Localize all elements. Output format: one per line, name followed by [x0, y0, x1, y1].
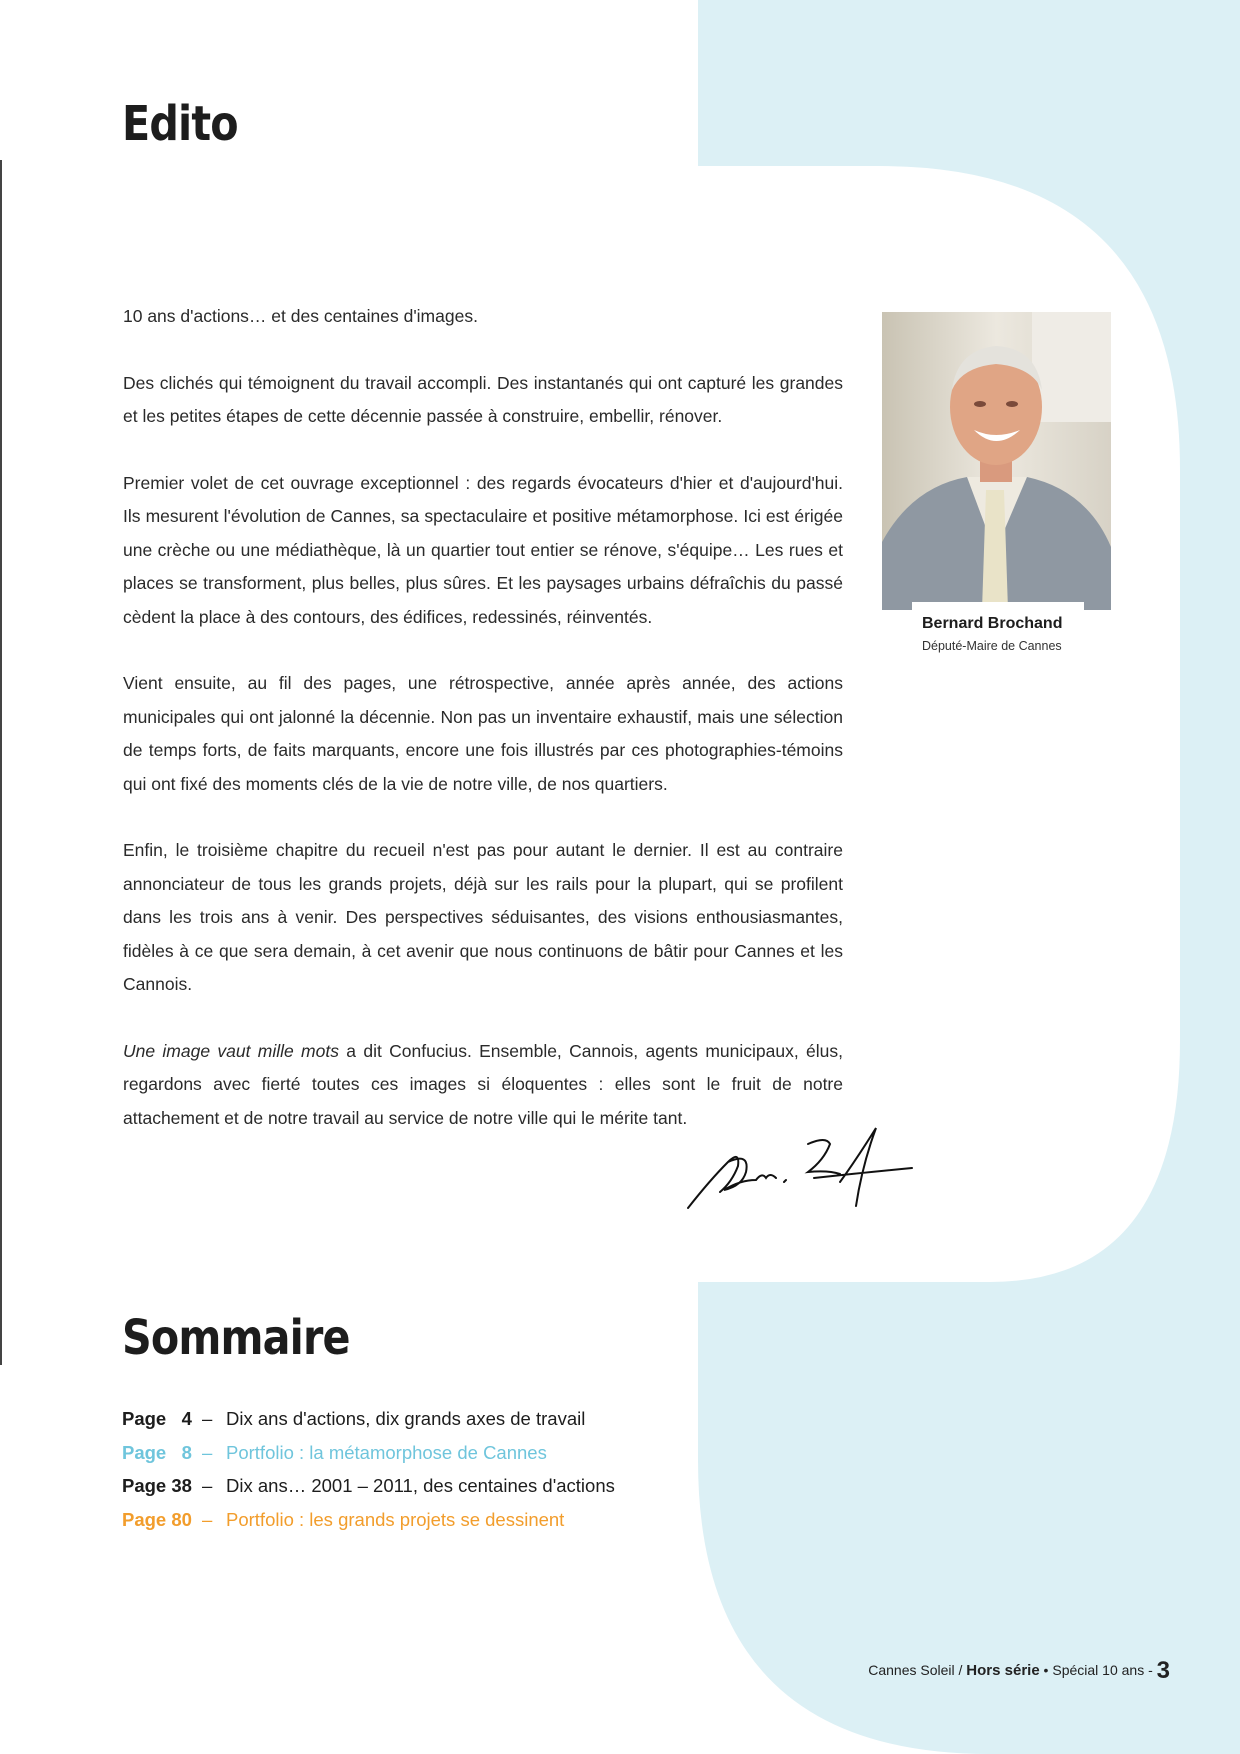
quote-italic: Une image vaut mille mots [123, 1040, 339, 1061]
left-margin-rule [0, 160, 2, 1365]
closing-text: a dit Confucius. Ensemble, Cannois, agents municipaux, élus, regardons avec fierté toutes ces images si éloquentes : elles sont le fruit de notre attachement et de notre travail au service de notre ville qui le mérite tant. [123, 1040, 843, 1128]
toc-separator: – [202, 1441, 213, 1463]
edito-paragraph: Premier volet de cet ouvrage exceptionnel : des regards évocateurs d'hier et d'aujourd'hui. Ils mesurent l'évolution de Cannes, sa spectaculaire et positive métamorphose. Ici est érigée une crèche ou une médiathèque, là un quartier tout entier se rénove, s'équipe… Les rues et places se transforment, plus belles, plus sûres. Et les paysages urbains défraîchis du passé cèdent la place à des contours, des édifices, redessinés, réinventés. [123, 473, 843, 627]
edito-body [123, 300, 843, 1168]
page-footer [868, 1657, 1170, 1685]
sommaire-title: Sommaire [122, 1310, 350, 1366]
toc-page-number: Page 80 [122, 1508, 192, 1530]
toc-separator: – [202, 1408, 213, 1429]
footer-series: Hors série [966, 1662, 1040, 1679]
toc-page-number: Page 4 [122, 1408, 192, 1429]
footer-publication: Cannes Soleil / [868, 1662, 967, 1678]
portrait-illustration [882, 312, 1111, 610]
portrait-photo [882, 312, 1111, 610]
toc-item[interactable] [122, 1436, 615, 1470]
edito-paragraph: Enfin, le troisième chapitre du recueil n'est pas pour autant le dernier. Il est au contraire annonciateur de tous les grands projets, déjà sur les rails pour la plupart, qui se profilent dans les trois ans à venir. Des perspectives séduisantes, des visions enthousiasmantes, fidèles à ce que sera demain, à cet avenir que nous continuons de bâtir pour Cannes et les Cannois. [123, 840, 843, 995]
toc-item[interactable] [122, 1402, 615, 1436]
footer-edition: • Spécial 10 ans - [1039, 1662, 1157, 1678]
toc-label: Dix ans d'actions, dix grands axes de travail [226, 1408, 586, 1429]
toc-label: Dix ans… 2001 – 2011, des centaines d'actions [226, 1475, 615, 1496]
portrait-role: Député-Maire de Cannes [922, 639, 1062, 653]
table-of-contents [122, 1402, 615, 1536]
toc-page-number: Page 38 [122, 1475, 192, 1496]
edito-paragraph: 10 ans d'actions… et des centaines d'images. [123, 306, 478, 326]
toc-item[interactable] [122, 1503, 615, 1537]
toc-label: Portfolio : la métamorphose de Cannes [226, 1441, 547, 1463]
edito-paragraph: Vient ensuite, au fil des pages, une rétrospective, année après année, des actions municipales qui ont jalonné la décennie. Non pas un inventaire exhaustif, mais une sélection de temps forts, de faits marquants, encore une fois illustrés par ces photographies-témoins qui ont fixé des moments clés de la vie de notre ville, de nos quartiers. [123, 673, 843, 794]
toc-item[interactable] [122, 1469, 615, 1503]
portrait-name: Bernard Brochand [922, 615, 1063, 632]
footer-page-number: 3 [1156, 1657, 1170, 1684]
toc-separator: – [202, 1475, 213, 1496]
toc-separator: – [202, 1508, 213, 1530]
edito-title: Edito [122, 96, 238, 152]
toc-label: Portfolio : les grands projets se dessinent [226, 1508, 565, 1530]
signature-icon [680, 1120, 920, 1220]
edito-paragraph: Des clichés qui témoignent du travail accompli. Des instantanés qui ont capturé les grandes et les petites étapes de cette décennie passée à construire, embellir, rénover. [123, 372, 843, 427]
toc-page-number: Page 8 [122, 1441, 192, 1463]
